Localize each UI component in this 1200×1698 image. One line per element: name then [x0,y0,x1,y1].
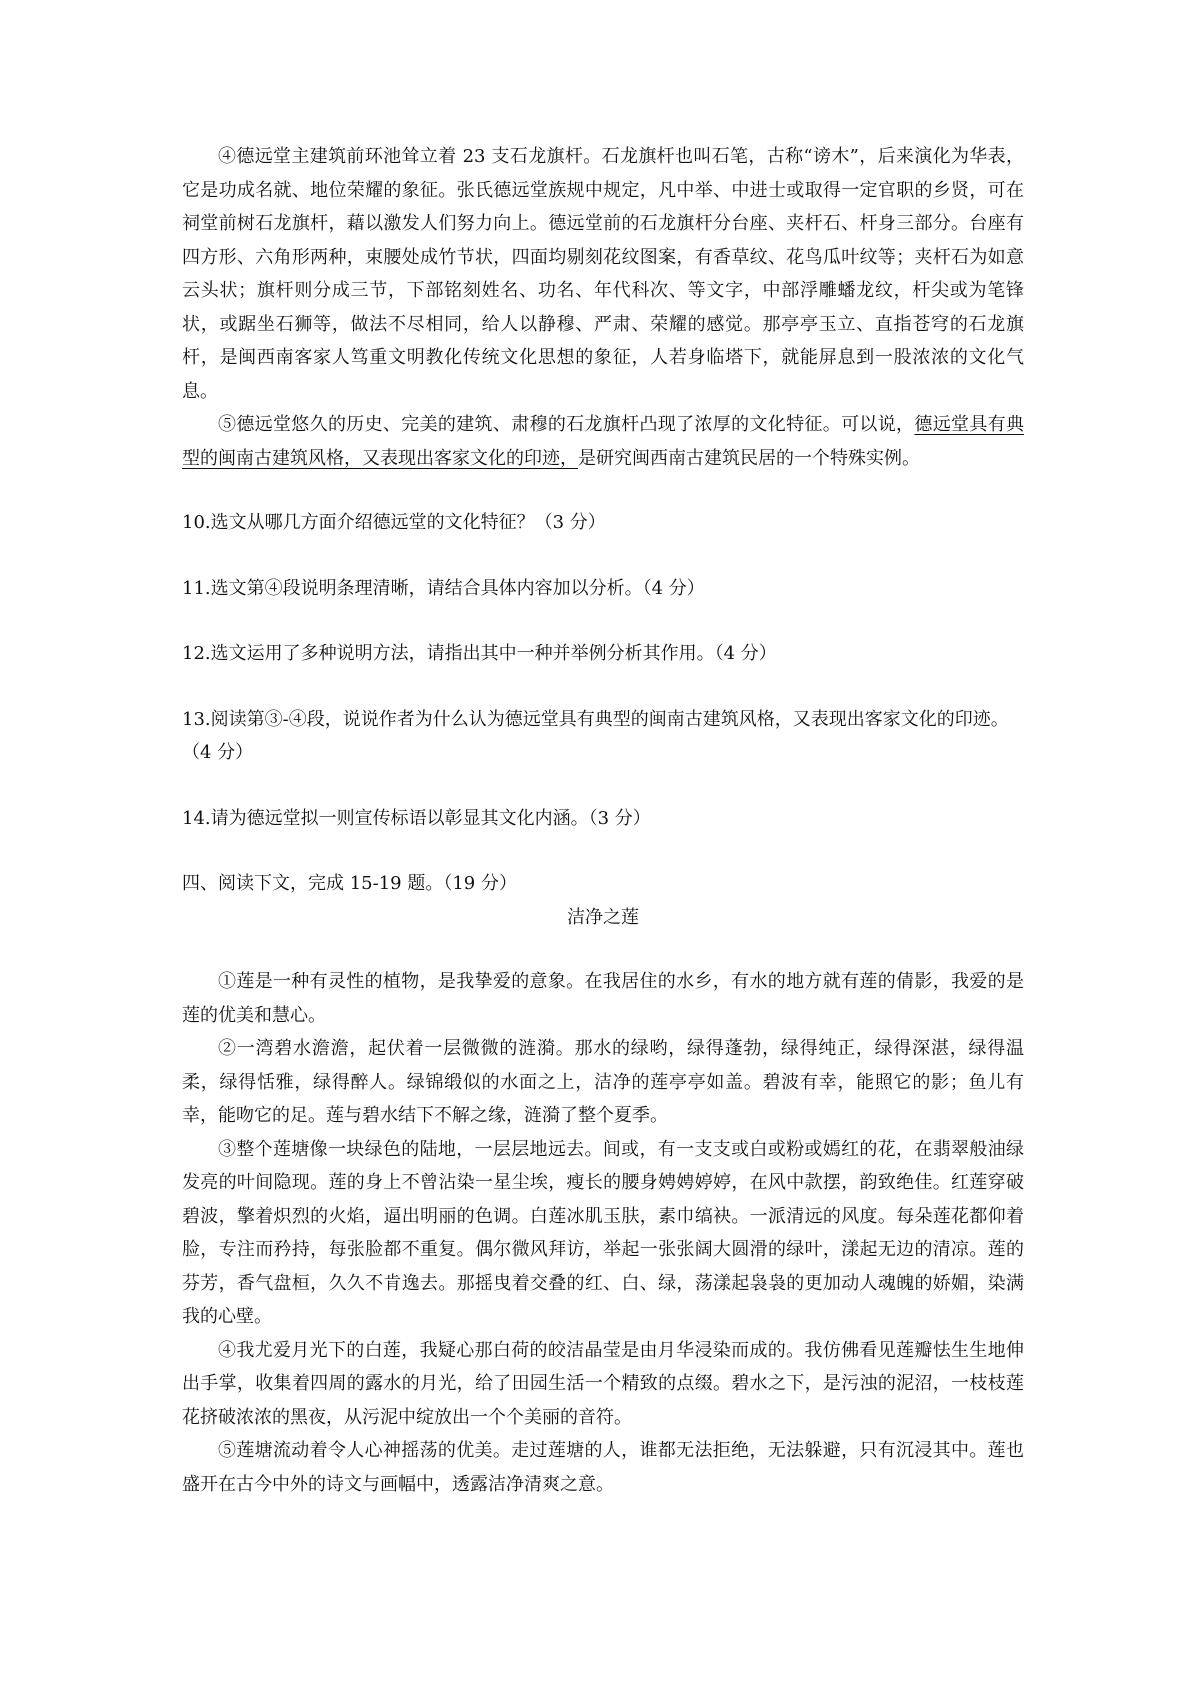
paragraph-5-underlined-sentence: 德远堂具有典型的闽南古建筑风格，又表现出客家文化的印迹， [182,414,1025,469]
essay-paragraph-5: ⑤莲塘流动着令人心神摇荡的优美。走过莲塘的人，谁都无法拒绝，无法躲避，只有沉浸其中。莲也盛开在古今中外的诗文与画幅中，透露洁净清爽之意。 [182,1440,1024,1495]
essay-paragraph-3: ③整个莲塘像一块绿色的陆地，一层层地远去。间或，有一支支或白或粉或嫣红的花，在翡翠般油绿发亮的叶间隐现。莲的身上不曾沾染一星尘埃，瘦长的腰身娉娉婷婷，在风中款摆，韵致绝佳。红莲穿破碧波，擎着炽烈的火焰，逼出明丽的色调。白莲冰肌玉肤，素巾缟袂。一派清远的风度。每朵莲花都仰着脸，专注而矜持，每张脸都不重复。偶尔微风拜访，举起一张张阔大圆滑的绿叶，漾起无边的清凉。莲的芬芳，香气盘桓，久久不肯逸去。那摇曳着交叠的红、白、绿，荡漾起袅袅的更加动人魂魄的娇媚，染满我的心壁。 [182,1138,1024,1327]
paragraph-5-start: ⑤德远堂悠久的历史、完美的建筑、肃穆的石龙旗杆凸现了浓厚的文化特征。可以说， [218,414,915,435]
question-14: 14.请为德远堂拟一则宣传标语以彰显其文化内涵。（3 分） [182,807,651,829]
essay-title: 洁净之莲 [567,906,639,928]
passage-paragraph-4: ④德远堂主建筑前环池耸立着 23 支石龙旗杆。石龙旗杆也叫石笔，古称“谤木”，后来演化为华表，它是功成名就、地位荣耀的象征。张氏德远堂族规中规定，凡中举、中进士或取得一定官职的乡贤，可在祠堂前树石龙旗杆，藉以激发人们努力向上。德远堂前的石龙旗杆分台座、夹杆石、杆身三部分。台座有四方形、六角形两种，束腰处成竹节状，四面均剔刻花纹图案，有香草纹、花鸟瓜叶纹等；夹杆石为如意云头状；旗杆则分成三节，下部铭刻姓名、功名、年代科次、等文字，中部浮雕蟠龙纹，杆尖或为笔锋状，或踞坐石狮等，做法不尽相同，给人以静穆、严肃、荣耀的感觉。那亭亭玉立、直指苍穹的石龙旗杆，是闽西南客家人笃重文明教化传统文化思想的象征，人若身临塔下，就能屏息到一股浓浓的文化气息。 [182,146,1024,402]
section-four-heading: 四、阅读下文，完成 15-19 题。（19 分） [182,873,517,894]
passage-paragraph-5 [182,408,1024,475]
essay-paragraph-1: ①莲是一种有灵性的植物，是我挚爱的意象。在我居住的水乡，有水的地方就有莲的倩影，我爱的是莲的优美和慧心。 [182,971,1024,1026]
essay-paragraph-2: ②一湾碧水澹澹，起伏着一层微微的涟漪。那水的绿哟，绿得蓬勃，绿得纯正，绿得深湛，绿得温柔，绿得恬雅，绿得醉人。绿锦缎似的水面之上，洁净的莲亭亭如盖。碧波有幸，能照它的影；鱼儿有幸，能吻它的足。莲与碧水结下不解之缘，涟漪了整个夏季。 [182,1038,1024,1126]
document-page [182,140,1024,1501]
question-10: 10.选文从哪几方面介绍德远堂的文化特征？（3 分） [182,512,606,533]
question-12: 12.选文运用了多种说明方法，请指出其中一种并举例分析其作用。（4 分） [182,643,777,664]
essay-body [182,965,1024,1501]
essay-paragraph-4: ④我尤爱月光下的白莲，我疑心那白荷的皎洁晶莹是由月华浸染而成的。我仿佛看见莲瓣怯生生地伸出手掌，收集着四周的露水的月光，给了田园生活一个精致的点缀。碧水之下，是污浊的泥沼，一枝枝莲花挤破浓浓的黑夜，从污泥中绽放出一个个美丽的音符。 [182,1339,1024,1428]
question-11: 11.选文第④段说明条理清晰，请结合具体内容加以分析。（4 分） [182,577,705,599]
question-13: 13.阅读第③-④段，说说作者为什么认为德远堂具有典型的闽南古建筑风格，又表现出客家文化的印迹。（4 分） [182,708,1009,763]
paragraph-5-end: 是研究闽西南古建筑民居的一个特殊实例。 [578,447,920,469]
